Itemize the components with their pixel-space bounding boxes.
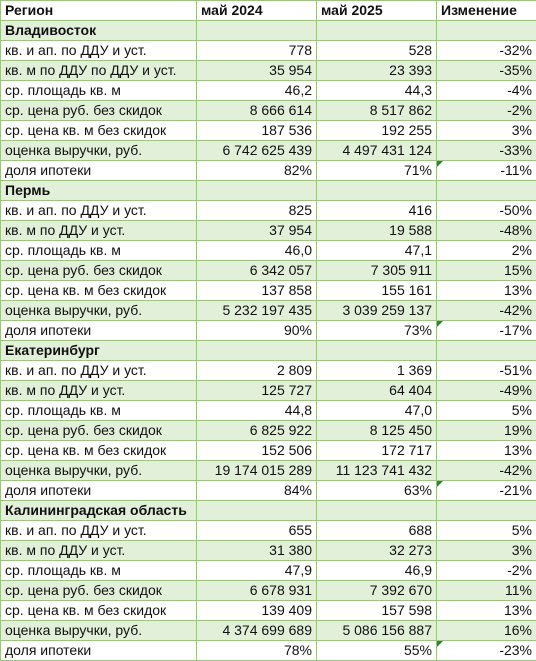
value-may-2025: 23 393 — [317, 61, 437, 81]
value-may-2025: 63% — [317, 481, 437, 501]
region-name: Екатеринбург — [1, 341, 197, 361]
empty-cell — [197, 21, 317, 41]
table-row — [1, 81, 536, 101]
row-label: ср. цена руб. без скидок — [1, 421, 197, 441]
row-label: ср. площадь кв. м — [1, 81, 197, 101]
table-row — [1, 581, 536, 601]
value-may-2025: 416 — [317, 201, 437, 221]
row-label: ср. площадь кв. м — [1, 401, 197, 421]
table-row — [1, 541, 536, 561]
value-change: -32% — [437, 41, 536, 61]
value-may-2024: 655 — [197, 521, 317, 541]
value-may-2024: 46,0 — [197, 241, 317, 261]
value-may-2025: 11 123 741 432 — [317, 461, 437, 481]
table-row — [1, 221, 536, 241]
header-change: Изменение — [437, 1, 536, 21]
value-change: -51% — [437, 361, 536, 381]
row-label: доля ипотеки — [1, 481, 197, 501]
row-label: доля ипотеки — [1, 641, 197, 661]
value-change: -50% — [437, 201, 536, 221]
row-label: кв. и ап. по ДДУ и уст. — [1, 521, 197, 541]
value-may-2024: 82% — [197, 161, 317, 181]
header-region: Регион — [1, 1, 197, 21]
value-may-2024: 825 — [197, 201, 317, 221]
value-may-2024: 139 409 — [197, 601, 317, 621]
value-may-2025: 157 598 — [317, 601, 437, 621]
value-may-2024: 90% — [197, 321, 317, 341]
value-change: -42% — [437, 301, 536, 321]
header-row — [1, 1, 536, 21]
value-may-2024: 187 536 — [197, 121, 317, 141]
table-row — [1, 301, 536, 321]
value-change: 5% — [437, 401, 536, 421]
region-name: Калининградская область — [1, 501, 197, 521]
value-may-2024: 35 954 — [197, 61, 317, 81]
value-may-2024: 44,8 — [197, 401, 317, 421]
value-change: 3% — [437, 121, 536, 141]
header-may-2025: май 2025 — [317, 1, 437, 21]
table-row — [1, 101, 536, 121]
empty-cell — [437, 181, 536, 201]
row-label: кв. м по ДДУ и уст. — [1, 221, 197, 241]
value-change: 13% — [437, 601, 536, 621]
region-name: Пермь — [1, 181, 197, 201]
row-label: ср. цена кв. м без скидок — [1, 121, 197, 141]
value-change: 5% — [437, 521, 536, 541]
row-label: доля ипотеки — [1, 161, 197, 181]
value-may-2024: 37 954 — [197, 221, 317, 241]
value-change: -4% — [437, 81, 536, 101]
value-may-2024: 125 727 — [197, 381, 317, 401]
value-may-2024: 2 809 — [197, 361, 317, 381]
value-change: -2% — [437, 561, 536, 581]
value-may-2025: 8 517 862 — [317, 101, 437, 121]
row-label: ср. цена руб. без скидок — [1, 101, 197, 121]
empty-cell — [437, 341, 536, 361]
value-may-2024: 78% — [197, 641, 317, 661]
table-row — [1, 601, 536, 621]
value-may-2025: 192 255 — [317, 121, 437, 141]
table-row — [1, 521, 536, 541]
row-label: ср. цена кв. м без скидок — [1, 281, 197, 301]
value-may-2024: 4 374 699 689 — [197, 621, 317, 641]
empty-cell — [437, 501, 536, 521]
value-may-2025: 7 392 670 — [317, 581, 437, 601]
row-label: доля ипотеки — [1, 321, 197, 341]
row-label: оценка выручки, руб. — [1, 301, 197, 321]
row-label: ср. площадь кв. м — [1, 241, 197, 261]
table-row — [1, 401, 536, 421]
value-may-2024: 8 666 614 — [197, 101, 317, 121]
empty-cell — [437, 21, 536, 41]
table-row — [1, 321, 536, 341]
value-may-2024: 31 380 — [197, 541, 317, 561]
value-may-2025: 32 273 — [317, 541, 437, 561]
value-may-2024: 6 342 057 — [197, 261, 317, 281]
value-may-2025: 8 125 450 — [317, 421, 437, 441]
value-may-2025: 44,3 — [317, 81, 437, 101]
value-may-2024: 47,9 — [197, 561, 317, 581]
value-may-2025: 172 717 — [317, 441, 437, 461]
value-change: 11% — [437, 581, 536, 601]
row-label: ср. цена кв. м без скидок — [1, 601, 197, 621]
table-row — [1, 361, 536, 381]
value-change: -35% — [437, 61, 536, 81]
row-label: кв. и ап. по ДДУ и уст. — [1, 201, 197, 221]
value-change: -17% — [437, 321, 536, 341]
empty-cell — [317, 181, 437, 201]
value-may-2025: 7 305 911 — [317, 261, 437, 281]
value-may-2025: 3 039 259 137 — [317, 301, 437, 321]
value-may-2024: 6 742 625 439 — [197, 141, 317, 161]
value-may-2024: 46,2 — [197, 81, 317, 101]
value-may-2025: 73% — [317, 321, 437, 341]
value-may-2025: 155 161 — [317, 281, 437, 301]
value-change: -48% — [437, 221, 536, 241]
table-row — [1, 261, 536, 281]
row-label: кв. и ап. по ДДУ и уст. — [1, 361, 197, 381]
row-label: ср. цена руб. без скидок — [1, 581, 197, 601]
value-may-2024: 84% — [197, 481, 317, 501]
table-row — [1, 61, 536, 81]
table-row — [1, 381, 536, 401]
header-may-2024: май 2024 — [197, 1, 317, 21]
table-row — [1, 41, 536, 61]
row-label: ср. площадь кв. м — [1, 561, 197, 581]
value-change: 2% — [437, 241, 536, 261]
row-label: оценка выручки, руб. — [1, 141, 197, 161]
region-header-row — [1, 21, 536, 41]
row-label: оценка выручки, руб. — [1, 461, 197, 481]
value-change: -49% — [437, 381, 536, 401]
value-change: -33% — [437, 141, 536, 161]
value-may-2024: 19 174 015 289 — [197, 461, 317, 481]
table-row — [1, 461, 536, 481]
region-header-row — [1, 501, 536, 521]
table-row — [1, 201, 536, 221]
empty-cell — [197, 501, 317, 521]
region-header-row — [1, 181, 536, 201]
row-label: ср. цена руб. без скидок — [1, 261, 197, 281]
row-label: кв. и ап. по ДДУ и уст. — [1, 41, 197, 61]
value-may-2025: 5 086 156 887 — [317, 621, 437, 641]
value-may-2025: 64 404 — [317, 381, 437, 401]
value-may-2025: 528 — [317, 41, 437, 61]
table-row — [1, 121, 536, 141]
value-change: 16% — [437, 621, 536, 641]
value-may-2025: 47,1 — [317, 241, 437, 261]
value-change: 13% — [437, 441, 536, 461]
value-may-2025: 1 369 — [317, 361, 437, 381]
table-row — [1, 441, 536, 461]
empty-cell — [317, 501, 437, 521]
row-label: кв. м по ДДУ по ДДУ и уст. — [1, 61, 197, 81]
row-label: кв. м по ДДУ и уст. — [1, 541, 197, 561]
value-may-2024: 6 825 922 — [197, 421, 317, 441]
value-change: -42% — [437, 461, 536, 481]
value-may-2024: 137 858 — [197, 281, 317, 301]
row-label: оценка выручки, руб. — [1, 621, 197, 641]
empty-cell — [197, 341, 317, 361]
empty-cell — [317, 21, 437, 41]
value-may-2025: 4 497 431 124 — [317, 141, 437, 161]
value-may-2024: 5 232 197 435 — [197, 301, 317, 321]
value-change: 19% — [437, 421, 536, 441]
empty-cell — [317, 341, 437, 361]
value-may-2025: 688 — [317, 521, 437, 541]
value-may-2024: 778 — [197, 41, 317, 61]
value-may-2025: 71% — [317, 161, 437, 181]
value-change: 15% — [437, 261, 536, 281]
row-label: ср. цена кв. м без скидок — [1, 441, 197, 461]
value-change: -23% — [437, 641, 536, 661]
value-may-2025: 19 588 — [317, 221, 437, 241]
value-may-2024: 152 506 — [197, 441, 317, 461]
value-may-2025: 55% — [317, 641, 437, 661]
table-row — [1, 161, 536, 181]
table-row — [1, 281, 536, 301]
table-row — [1, 421, 536, 441]
region-name: Владивосток — [1, 21, 197, 41]
value-change: -11% — [437, 161, 536, 181]
value-change: -2% — [437, 101, 536, 121]
value-change: 13% — [437, 281, 536, 301]
table-row — [1, 241, 536, 261]
value-may-2024: 6 678 931 — [197, 581, 317, 601]
row-label: кв. м по ДДУ и уст. — [1, 381, 197, 401]
value-change: -21% — [437, 481, 536, 501]
table-row — [1, 141, 536, 161]
value-may-2025: 47,0 — [317, 401, 437, 421]
value-change: 3% — [437, 541, 536, 561]
value-may-2025: 46,9 — [317, 561, 437, 581]
region-header-row — [1, 341, 536, 361]
table-row — [1, 481, 536, 501]
empty-cell — [197, 181, 317, 201]
table-row — [1, 621, 536, 641]
table-row — [1, 561, 536, 581]
